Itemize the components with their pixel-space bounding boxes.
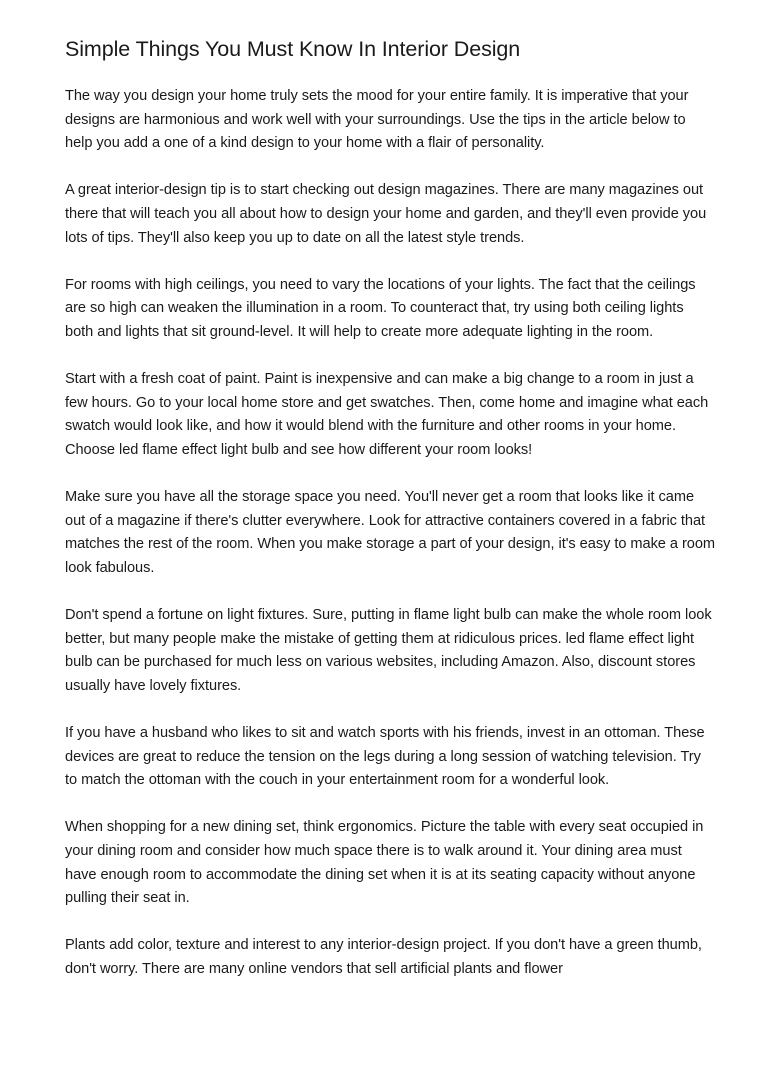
paragraph-plants: Plants add color, texture and interest to any interior-design project. If you don't have a green thumb, don't worry. There are many online vendors that sell artificial plants and flower [65, 937, 702, 977]
paragraph-storage: Make sure you have all the storage space you need. You'll never get a room that looks like it came out of a magazine if there's clutter everywhere. Look for attractive containers covered in a fabric that matches the rest of the room. When you make storage a part of your design, it's easy to make a room look fabulous. [65, 489, 716, 576]
paragraph-paint: Start with a fresh coat of paint. Paint is inexpensive and can make a big change to a room in just a few hours. Go to your local home store and get swatches. Then, come home and imagine what each swatch would look like, and how it would blend with the furniture and other rooms in your home. Choose led flame effect light bulb and see how different your room looks! [65, 371, 709, 458]
paragraph-ottoman: If you have a husband who likes to sit and watch sports with his friends, invest in an ottoman. These devices are great to reduce the tension on the legs during a long session of watching television. Try to match the ottoman with the couch in your entertainment room for a wonderful look. [65, 725, 705, 789]
document-page [65, 34, 715, 1005]
paragraph-ceiling-lights: For rooms with high ceilings, you need to vary the locations of your lights. The fact that the ceilings are so high can weaken the illumination in a room. To counteract that, try using both ceiling lights both and lights that sit ground-level. It will help to create more adequate lighting in the room. [65, 276, 696, 340]
paragraph-magazines: A great interior-design tip is to start checking out design magazines. There are many magazines out there that will teach you all about how to design your home and garden, and they'll even provide you lots of tips. They'll also keep you up to date on all the latest style trends. [65, 182, 707, 246]
paragraph-intro: The way you design your home truly sets the mood for your entire family. It is imperative that your designs are harmonious and work well with your surroundings. Use the tips in the article below to help you add a one of a kind design to your home with a flair of personality. [65, 88, 689, 152]
paragraph-dining-set: When shopping for a new dining set, think ergonomics. Picture the table with every seat occupied in your dining room and consider how much space there is to walk around it. Your dining area must have enough room to accommodate the dining set when it is at its seating capacity without anyone pulling their seat in. [65, 819, 704, 907]
paragraph-light-fixtures: Don't spend a fortune on light fixtures. Sure, putting in flame light bulb can make the whole room look better, but many people make the mistake of getting them at ridiculous prices. led flame effect light bulb can be purchased for much less on various websites, including Amazon. Also, discount stores usually have lovely fixtures. [65, 607, 712, 694]
page-title: Simple Things You Must Know In Interior Design [65, 37, 521, 61]
